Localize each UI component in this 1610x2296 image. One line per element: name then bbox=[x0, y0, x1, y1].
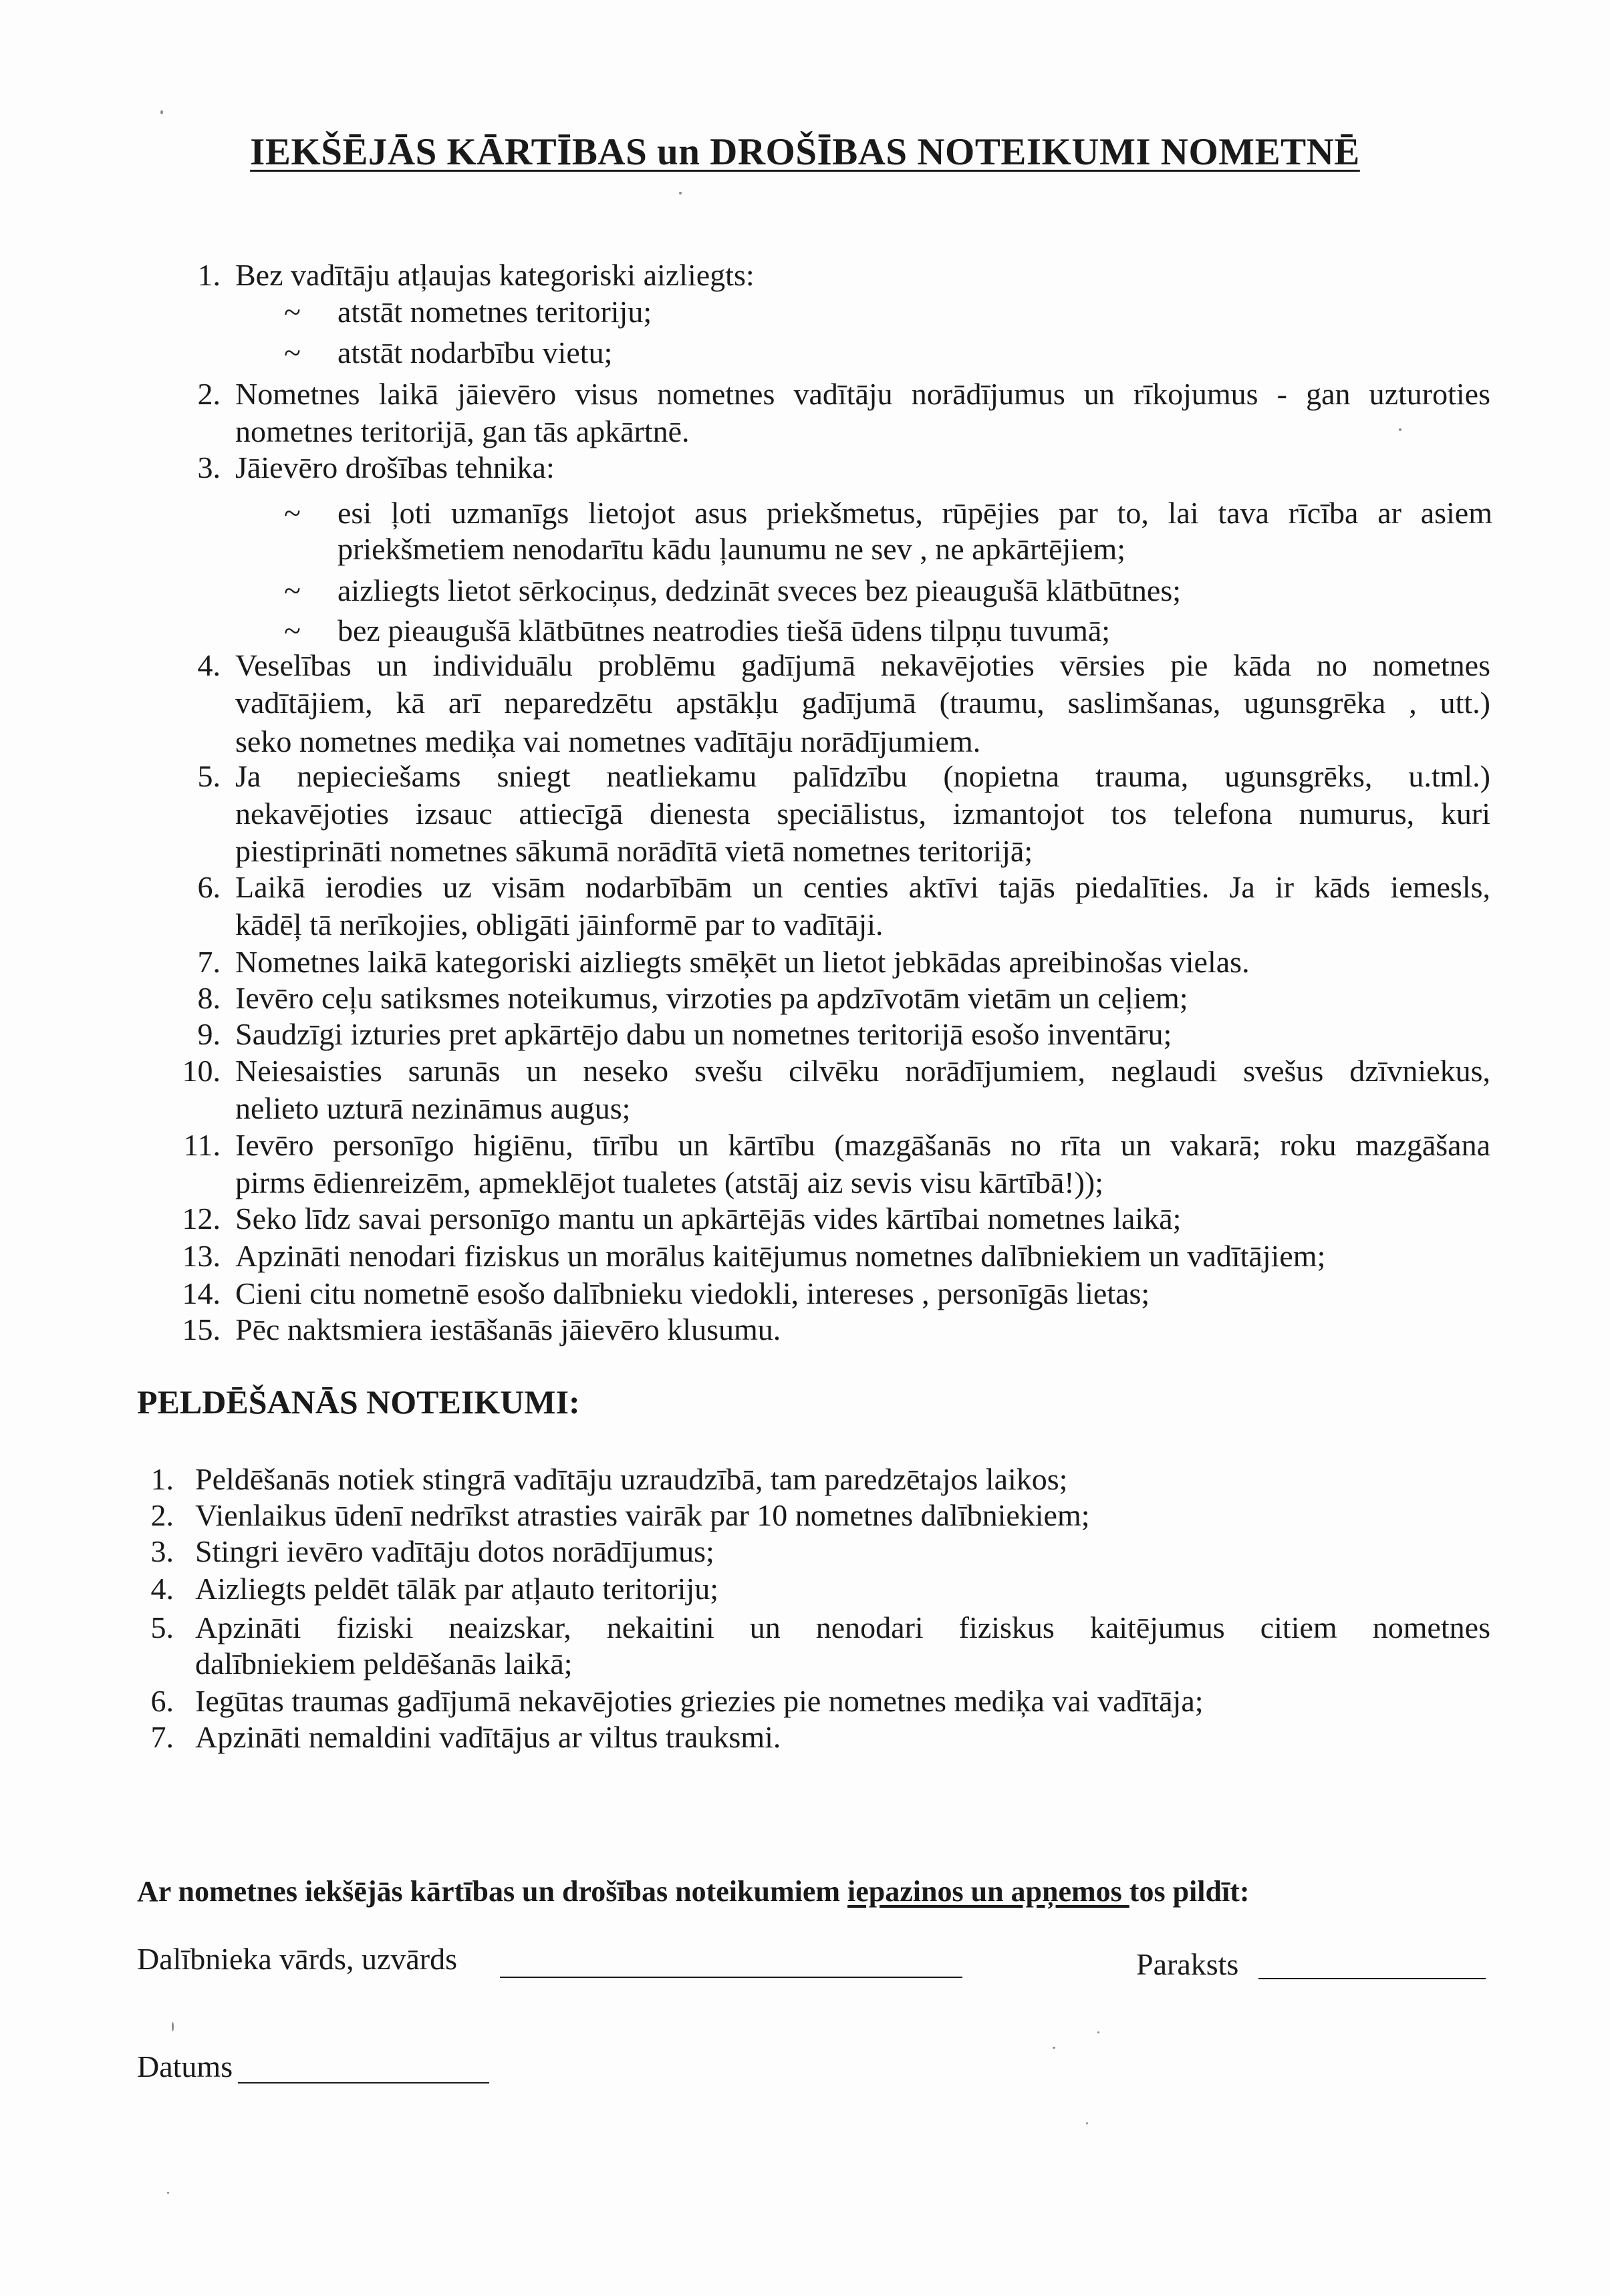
rule-text: seko nometnes mediķa vai nometnes vadītāju norādījumiem. bbox=[235, 724, 981, 758]
date-label: Datums bbox=[137, 2049, 233, 2084]
swim-rule-number: 6. bbox=[150, 1684, 174, 1718]
participant-name-field[interactable] bbox=[500, 1977, 962, 1978]
rule-text: vadītājiem, kā arī neparedzētu apstākļu gadījumā (traumu, saslimšanas, ugunsgrēka , utt.) bbox=[235, 686, 1490, 720]
rule-text: Ievēro ceļu satiksmes noteikumus, virzoties pa apdzīvotām vietām un ceļiem; bbox=[235, 981, 1188, 1015]
swim-rule-text: dalībniekiem peldēšanās laikā; bbox=[195, 1646, 573, 1681]
swim-rule-number: 4. bbox=[150, 1572, 174, 1606]
rule-subitem: bez pieaugušā klātbūtnes neatrodies tiešā ūdens tilpņu tuvumā; bbox=[338, 613, 1111, 648]
swim-rule-number: 3. bbox=[150, 1534, 174, 1568]
rule-text: Neiesaisties sarunās un neseko svešu cilvēku norādījumiem, neglaudi svešus dzīvniekus, bbox=[235, 1054, 1490, 1088]
scan-speck bbox=[1399, 428, 1401, 431]
agreement-part-3: tos pildīt: bbox=[1129, 1875, 1250, 1908]
rule-text: Nometnes laikā jāievēro visus nometnes vadītāju norādījumus un rīkojumus - gan uzturoties bbox=[235, 377, 1490, 411]
rule-number: 1. bbox=[197, 258, 221, 292]
swim-rule-text: Peldēšanās notiek stingrā vadītāju uzraudzībā, tam paredzētajos laikos; bbox=[195, 1462, 1068, 1496]
swim-rule-text: Apzināti nemaldini vadītājus ar viltus trauksmi. bbox=[195, 1720, 781, 1754]
rule-text: kādēļ tā nerīkojies, obligāti jāinformē par to vadītāji. bbox=[235, 907, 884, 942]
dash-bullet: ~ bbox=[284, 335, 301, 370]
agreement-statement bbox=[137, 1874, 1250, 1910]
rule-subitem: atstāt nodarbību vietu; bbox=[338, 335, 613, 370]
rule-text: nometnes teritorijā, gan tās apkārtnē. bbox=[235, 414, 690, 448]
rule-text: Jāievēro drošības tehnika: bbox=[235, 450, 555, 484]
signature-label: Paraksts bbox=[1136, 1947, 1239, 1981]
scan-speck bbox=[160, 110, 163, 114]
section-title: PELDĒŠANĀS NOTEIKUMI: bbox=[137, 1383, 580, 1421]
dash-bullet: ~ bbox=[284, 295, 301, 329]
rule-subitem: atstāt nometnes teritoriju; bbox=[338, 295, 652, 329]
swim-rule-text: Iegūtas traumas gadījumā nekavējoties griezies pie nometnes mediķa vai vadītāja; bbox=[195, 1684, 1204, 1718]
rule-number: 4. bbox=[197, 648, 221, 682]
rule-number: 13. bbox=[182, 1239, 221, 1273]
agreement-part-underlined: iepazinos un apņemos bbox=[847, 1875, 1129, 1908]
rule-number: 11. bbox=[183, 1128, 221, 1162]
swim-rule-number: 2. bbox=[150, 1498, 174, 1532]
rule-text: Saudzīgi izturies pret apkārtējo dabu un nometnes teritorijā esošo inventāru; bbox=[235, 1017, 1172, 1051]
rule-number: 10. bbox=[182, 1054, 221, 1088]
swim-rule-text: Apzināti fiziski neaizskar, nekaitini un nenodari fiziskus kaitējumus citiem nometnes bbox=[195, 1610, 1490, 1644]
scan-speck bbox=[1053, 2047, 1055, 2049]
rule-text: Veselības un individuālu problēmu gadījumā nekavējoties vērsies pie kāda no nometnes bbox=[235, 648, 1490, 682]
swim-rule-number: 1. bbox=[150, 1462, 174, 1496]
rule-subitem: priekšmetiem nenodarītu kādu ļaunumu ne sev , ne apkārtējiem; bbox=[338, 532, 1126, 566]
dash-bullet: ~ bbox=[284, 573, 301, 607]
scan-speck bbox=[1086, 2122, 1088, 2124]
rule-text: Ja nepieciešams sniegt neatliekamu palīdzību (nopietna trauma, ugunsgrēks, u.tml.) bbox=[235, 759, 1490, 793]
rule-text: Apzināti nenodari fiziskus un morālus kaitējumus nometnes dalībniekiem un vadītājiem; bbox=[235, 1239, 1326, 1273]
scan-speck bbox=[167, 2192, 169, 2194]
rule-text: Laikā ierodies uz visām nodarbībām un centies aktīvi tajās piedalīties. Ja ir kāds iemesls, bbox=[235, 870, 1490, 904]
scan-speck bbox=[1097, 2031, 1099, 2033]
swim-rule-text: Aizliegts peldēt tālāk par atļauto teritoriju; bbox=[195, 1572, 719, 1606]
swim-rule-text: Stingri ievēro vadītāju dotos norādījumus; bbox=[195, 1534, 714, 1568]
scan-speck bbox=[679, 192, 682, 194]
rule-text: nelieto uzturā nezināmus augus; bbox=[235, 1091, 631, 1125]
document-title: IEKŠĒJĀS KĀRTĪBAS un DROŠĪBAS NOTEIKUMI NOMETNĒ bbox=[250, 131, 1360, 173]
rule-number: 6. bbox=[197, 870, 221, 904]
rule-number: 15. bbox=[182, 1312, 221, 1346]
rule-number: 12. bbox=[182, 1201, 221, 1236]
rule-subitem: esi ļoti uzmanīgs lietojot asus priekšmetus, rūpējies par to, lai tava rīcība ar asiem bbox=[338, 496, 1492, 530]
rule-text: nekavējoties izsauc attiecīgā dienesta speciālistus, izmantojot tos telefona numurus, kuri bbox=[235, 797, 1490, 831]
rule-number: 9. bbox=[197, 1017, 221, 1051]
scan-speck bbox=[172, 2022, 174, 2031]
swim-rule-number: 7. bbox=[150, 1720, 174, 1754]
rule-number: 7. bbox=[197, 945, 221, 979]
rule-text: Pēc naktsmiera iestāšanās jāievēro klusumu. bbox=[235, 1312, 781, 1346]
rule-text: piestiprināti nometnes sākumā norādītā vietā nometnes teritorijā; bbox=[235, 834, 1033, 868]
signature-field[interactable] bbox=[1258, 1978, 1486, 1979]
rule-number: 8. bbox=[197, 981, 221, 1015]
date-field[interactable] bbox=[238, 2082, 489, 2084]
rule-number: 2. bbox=[197, 377, 221, 411]
swim-rule-number: 5. bbox=[150, 1610, 174, 1644]
rule-number: 14. bbox=[182, 1276, 221, 1310]
rule-number: 5. bbox=[197, 759, 221, 793]
rule-subitem: aizliegts lietot sērkociņus, dedzināt sveces bez pieaugušā klātbūtnes; bbox=[338, 573, 1182, 607]
swim-rule-text: Vienlaikus ūdenī nedrīkst atrasties vairāk par 10 nometnes dalībniekiem; bbox=[195, 1498, 1090, 1532]
rule-text: Cieni citu nometnē esošo dalībnieku viedokli, intereses , personīgās lietas; bbox=[235, 1276, 1150, 1310]
rule-text: Nometnes laikā kategoriski aizliegts smēķēt un lietot jebkādas apreibinošas vielas. bbox=[235, 945, 1250, 979]
agreement-part-1: Ar nometnes iekšējās kārtības un drošības noteikumiem bbox=[137, 1875, 848, 1908]
rule-text: pirms ēdienreizēm, apmeklējot tualetes (atstāj aiz sevis visu kārtībā!)); bbox=[235, 1165, 1104, 1199]
rule-text: Seko līdz savai personīgo mantu un apkārtējās vides kārtībai nometnes laikā; bbox=[235, 1201, 1182, 1236]
dash-bullet: ~ bbox=[284, 496, 301, 530]
rule-text: Bez vadītāju atļaujas kategoriski aizliegts: bbox=[235, 258, 755, 292]
dash-bullet: ~ bbox=[284, 613, 301, 648]
rule-number: 3. bbox=[197, 450, 221, 484]
rule-text: Ievēro personīgo higiēnu, tīrību un kārtību (mazgāšanās no rīta un vakarā; roku mazgāšana bbox=[235, 1128, 1490, 1162]
participant-name-label: Dalībnieka vārds, uzvārds bbox=[137, 1942, 458, 1976]
